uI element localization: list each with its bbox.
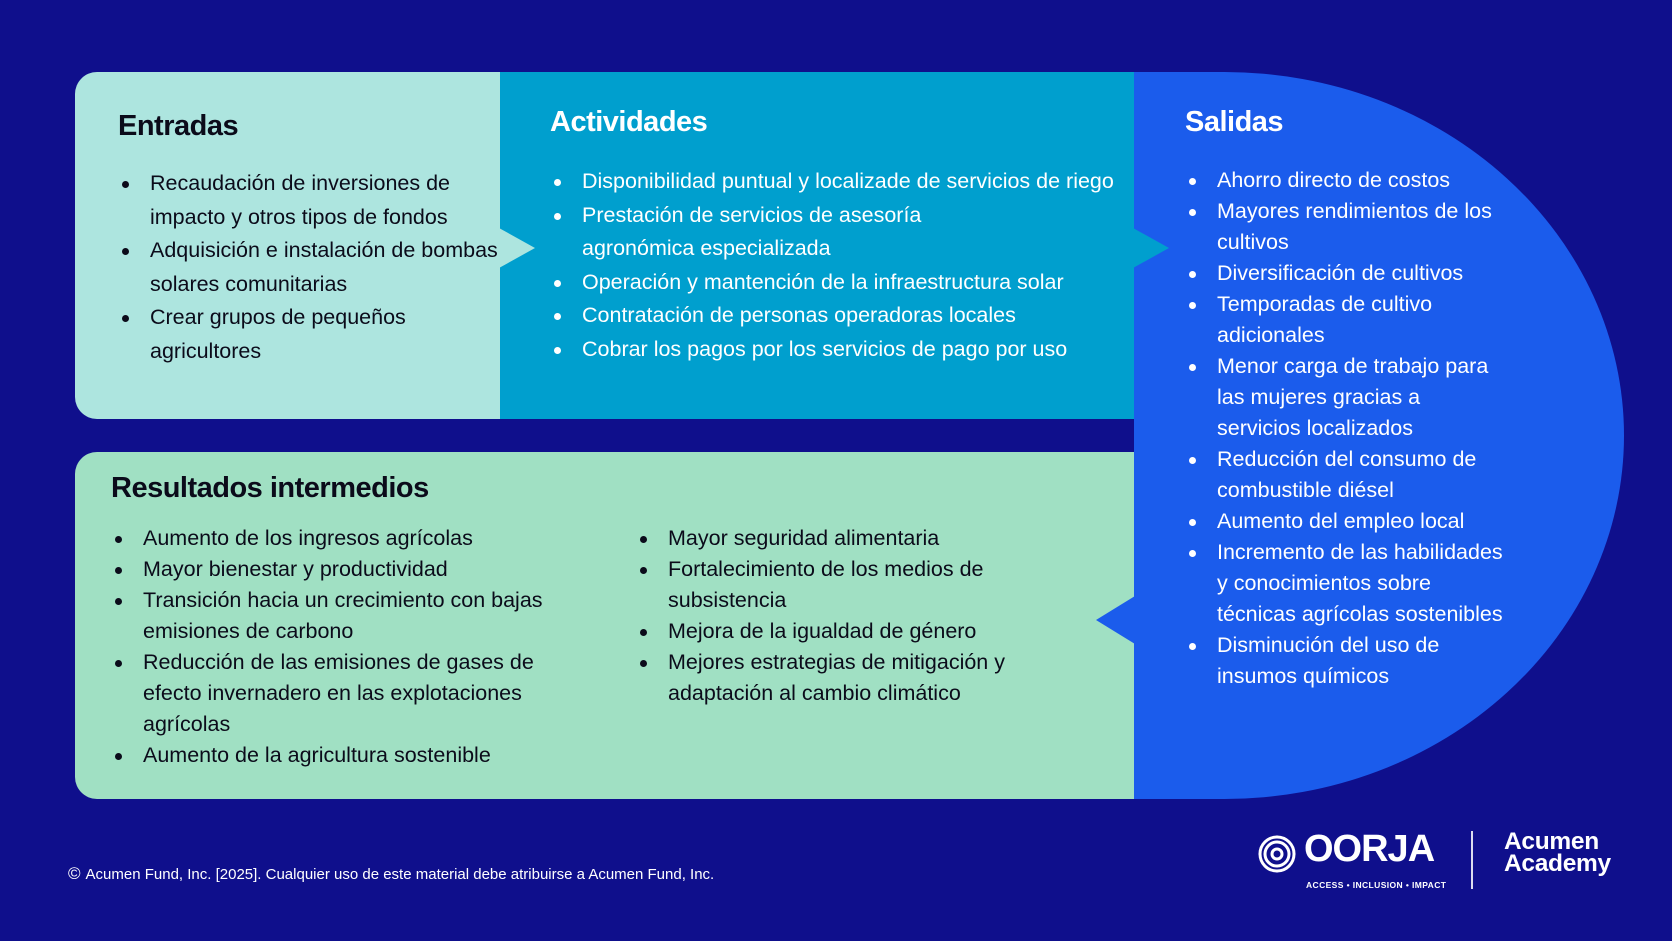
resultados-list-right — [636, 523, 1056, 771]
list-item: Incremento de las habilidades y conocimientos sobre técnicas agrícolas sostenibles — [1185, 537, 1505, 630]
oorja-wordmark: OORJA — [1304, 828, 1435, 870]
copyright-text: Acumen Fund, Inc. [2025]. Cualquier uso de este material debe atribuirse a Acumen Fund, Inc. — [85, 865, 715, 883]
list-item: Adquisición e instalación de bombas solares comunitarias — [118, 234, 500, 301]
list-item: Mejora de la igualdad de género — [636, 616, 1056, 647]
copyright-footer — [68, 864, 714, 884]
list-item: Recaudación de inversiones de impacto y otros tipos de fondos — [118, 167, 500, 234]
entradas-panel — [75, 72, 500, 419]
list-item: Prestación de servicios de asesoría agronómica especializada — [550, 199, 1020, 266]
list-item: Aumento de la agricultura sostenible — [111, 740, 636, 771]
list-item: Transición hacia un crecimiento con bajas emisiones de carbono — [111, 585, 636, 647]
list-item: Disponibilidad puntual y localizade de servicios de riego — [550, 165, 1135, 199]
resultados-list-left — [111, 523, 636, 771]
actividades-to-salidas-arrow — [1133, 228, 1169, 268]
list-item: Mayor bienestar y productividad — [111, 554, 636, 585]
list-item: Mayores rendimientos de los cultivos — [1185, 196, 1505, 258]
salidas-title: Salidas — [1185, 106, 1284, 138]
list-item: Aumento de los ingresos agrícolas — [111, 523, 636, 554]
acumen-logo-line2: Academy — [1504, 850, 1611, 877]
entradas-title: Entradas — [118, 110, 239, 142]
oorja-logo — [1256, 828, 1447, 892]
list-item: Crear grupos de pequeños agricultores — [118, 301, 500, 368]
salidas-list — [1185, 165, 1505, 692]
acumen-academy-logo — [1504, 828, 1611, 877]
list-item: Aumento del empleo local — [1185, 506, 1505, 537]
list-item: Reducción de las emisiones de gases de efecto invernadero en las explotaciones agrícolas — [111, 647, 571, 740]
list-item: Menor carga de trabajo para las mujeres gracias a servicios localizados — [1185, 351, 1505, 444]
copyright-icon: © — [68, 864, 81, 883]
list-item: Fortalecimiento de los medios de subsistencia — [636, 554, 1016, 616]
resultados-panel — [75, 452, 1134, 799]
list-item: Contratación de personas operadoras locales — [550, 299, 1135, 333]
actividades-title: Actividades — [550, 106, 708, 138]
oorja-tagline: ACCESS • INCLUSION • IMPACT — [1306, 880, 1447, 890]
list-item: Reducción del consumo de combustible diésel — [1185, 444, 1505, 506]
salidas-to-resultados-arrow — [1096, 596, 1135, 644]
logo-divider — [1471, 831, 1473, 889]
resultados-columns — [111, 523, 1134, 771]
resultados-title: Resultados intermedios — [111, 472, 429, 504]
spiral-icon — [1256, 833, 1298, 875]
list-item: Cobrar los pagos por los servicios de pago por uso — [550, 333, 1135, 367]
actividades-panel — [500, 72, 1135, 419]
list-item: Mejores estrategias de mitigación y adaptación al cambio climático — [636, 647, 1026, 709]
list-item: Diversificación de cultivos — [1185, 258, 1505, 289]
entradas-list — [118, 167, 500, 368]
actividades-list — [550, 165, 1135, 366]
list-item: Temporadas de cultivo adicionales — [1185, 289, 1445, 351]
salidas-panel — [1134, 72, 1624, 799]
acumen-logo-line1: Acumen — [1504, 828, 1599, 855]
list-item: Disminución del uso de insumos químicos — [1185, 630, 1465, 692]
entradas-to-actividades-arrow — [499, 228, 535, 268]
list-item: Operación y mantención de la infraestructura solar — [550, 266, 1135, 300]
list-item: Ahorro directo de costos — [1185, 165, 1505, 196]
list-item: Mayor seguridad alimentaria — [636, 523, 1056, 554]
